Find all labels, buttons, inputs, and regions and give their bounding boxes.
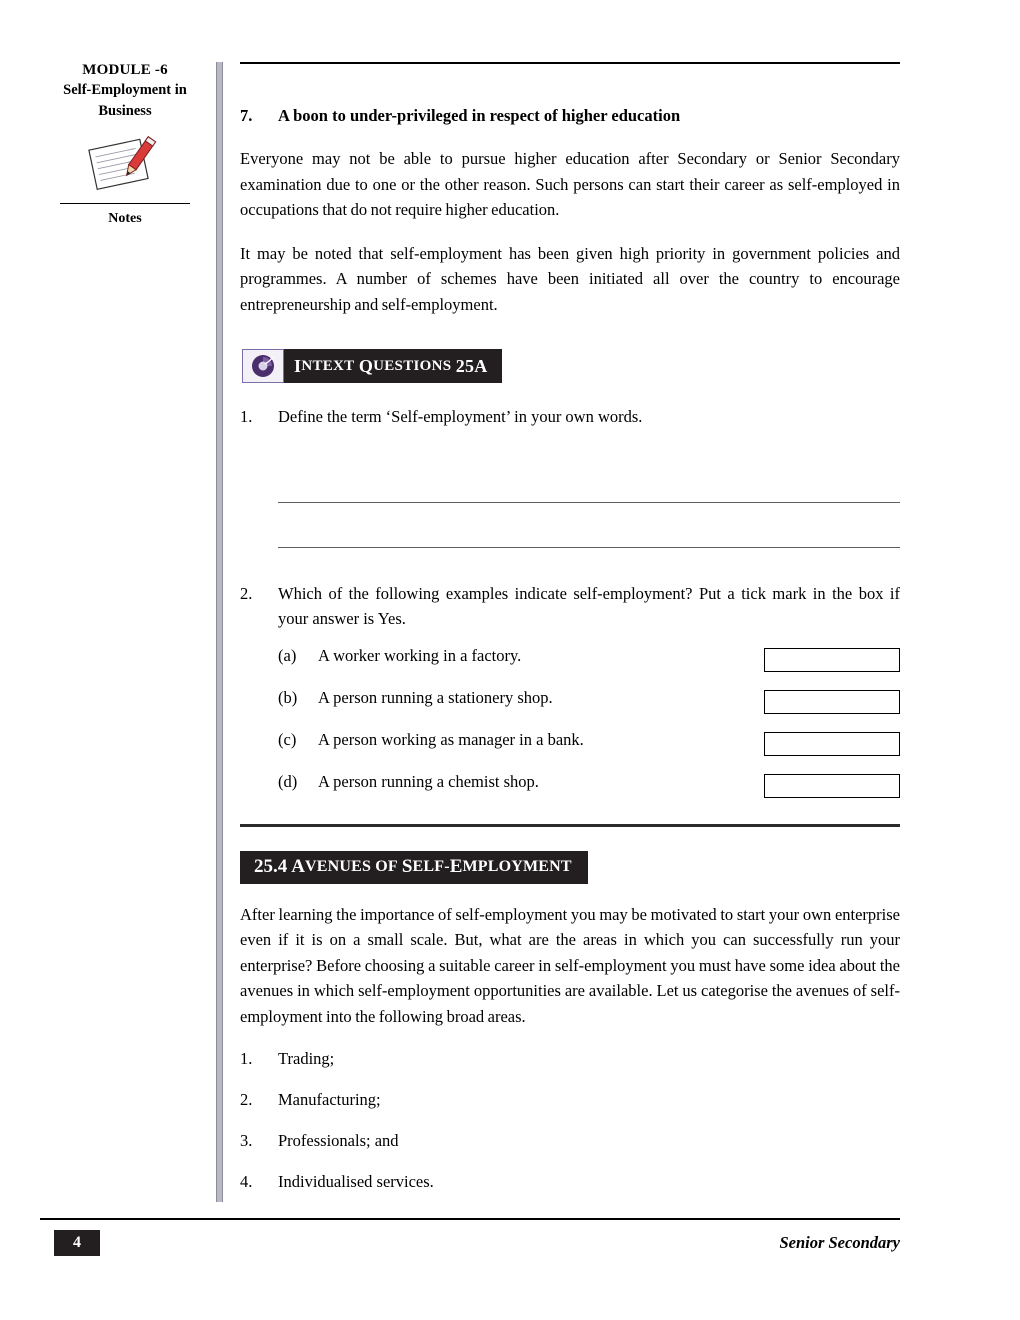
question-1-number: 1. [240,407,253,427]
option-a-checkbox[interactable] [764,648,900,672]
option-b-checkbox[interactable] [764,690,900,714]
avenue-2-text: Manufacturing; [278,1090,381,1110]
section-7-paragraph-1: Everyone may not be able to pursue higher education after Secondary or Senior Secondary examination due to one or the other reason. Such persons can start their career as self-employed in occupations that do not require higher education. [240,149,900,220]
avenue-item-3 [240,1129,900,1154]
option-c-text: A person working as manager in a bank. [318,729,584,749]
module-title-line1: Self-Employment in [63,82,187,99]
intext-title-code: 25A [455,355,488,376]
intext-questions-icon [242,349,284,383]
module-label: MODULE -6 [82,62,168,78]
avenue-4-number: 4. [240,1171,253,1191]
option-a-text: A worker working in a factory. [318,645,522,665]
question-1-text: Define the term ‘Self-employment’ in your own words. [278,407,643,427]
section-title-elf: ELF- [412,857,450,875]
intext-question-2 [240,582,900,632]
option-b-text: A person running a stationery shop. [318,687,553,707]
intext-questions-banner [242,349,900,383]
answer-lines [278,458,900,548]
content-column [240,62,900,1210]
question-2-text: Which of the following examples indicate self-employment? Put a tick mark in the box if your answer is Yes. [278,584,900,628]
avenue-1-number: 1. [240,1049,253,1069]
section-title-mployment: MPLOYMENT [462,857,572,875]
answer-line-1[interactable] [278,458,900,503]
option-d-checkbox[interactable] [764,774,900,798]
vertical-rule [216,62,223,1202]
page-number: 4 [54,1230,100,1256]
section-title-a: A [291,855,305,877]
option-a-label: (a) [278,645,297,665]
option-d-text: A person running a chemist shop. [318,771,539,791]
section-title-s: S [401,855,413,877]
avenue-3-number: 3. [240,1130,253,1150]
intext-title-ntext: NTEXT [301,357,355,374]
option-row-b [240,688,900,714]
avenue-item-4 [240,1170,900,1195]
notes-pencil-icon [75,135,175,197]
sidebar-divider [60,203,190,204]
avenue-2-number: 2. [240,1090,253,1110]
top-rule [240,62,900,64]
margin-column [40,60,210,227]
avenue-1-text: Trading; [278,1049,335,1069]
intext-title-q: Q [358,355,374,376]
footer-rule [40,1218,900,1220]
avenue-item-2 [240,1088,900,1113]
intext-title-i: I [294,355,302,376]
option-d-label: (d) [278,771,298,791]
avenue-item-1 [240,1047,900,1072]
avenue-3-text: Professionals; and [278,1130,399,1150]
module-title-line2: Business [98,102,152,119]
answer-line-2[interactable] [278,503,900,548]
intext-title-uestions: UESTIONS [373,357,452,374]
option-row-c [240,730,900,756]
option-row-a [240,646,900,672]
intext-question-1 [240,405,900,430]
section-7-paragraph-2: It may be noted that self-employment has been given high priority in government policies and programmes. A number of schemes have been initiated all over the country to encourage entrepreneurship and self-employment. [240,243,900,314]
section-7-heading [240,106,900,126]
question-2-number: 2. [240,584,253,604]
option-row-d [240,772,900,798]
section-title-venues: VENUES OF [304,857,398,875]
footer-book-label: Senior Secondary [779,1233,900,1252]
section-25-4-number: 25.4 [254,855,288,877]
section-title-e: E [449,855,463,877]
option-c-label: (c) [278,729,297,749]
section-7-number: 7. [240,106,253,125]
option-b-label: (b) [278,687,298,707]
section-25-4-heading [240,851,588,884]
section-divider-rule [240,824,900,827]
option-c-checkbox[interactable] [764,732,900,756]
intext-questions-title [284,349,502,383]
notes-label: Notes [108,211,142,227]
section-7-title: A boon to under-privileged in respect of higher education [278,106,681,125]
avenue-4-text: Individualised services. [278,1171,434,1191]
section-25-4-paragraph: After learning the importance of self-employment you may be motivated to start your own enterprise even if it is on a small scale. But, what are the areas in which you can successfully run your enterprise? Before choosing a suitable career in self-employment you must have some idea about the avenues in which self-employment opportunities are available. Let us categorise the avenues of self-employment into the following broad areas. [240,904,900,1026]
